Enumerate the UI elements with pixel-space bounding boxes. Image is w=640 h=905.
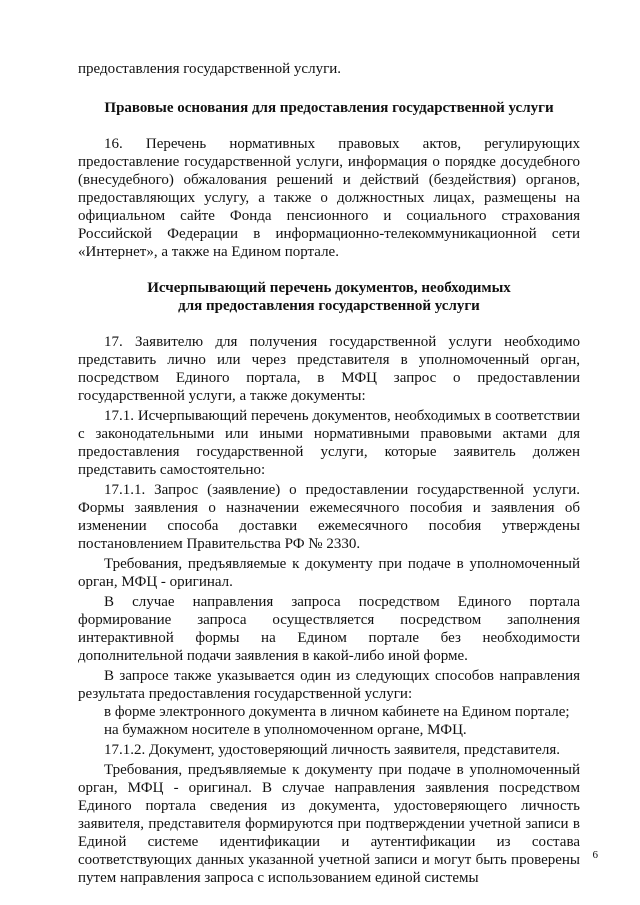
- paragraph-paper-form: на бумажном носителе в уполномоченном органе, МФЦ.: [104, 722, 467, 738]
- paragraph-17-1-2: 17.1.2. Документ, удостоверяющий личность заявителя, представителя.: [104, 742, 560, 758]
- paragraph-17-1-1: 17.1.1. Запрос (заявление) о предоставлении государственной услуги. Формы заявления о назначении ежемесячного пособия и заявления об изменении способа доставки ежемесячного пособия утверждены постановлением Правительства РФ № 2330.: [78, 482, 580, 552]
- paragraph-17: 17. Заявителю для получения государственной услуги необходимо представить лично или через представителя в уполномоченный орган, посредством Единого портала, в МФЦ запрос о предоставлении государственной услуги, а также документы:: [78, 334, 580, 404]
- paragraph-requirements-1: Требования, предъявляемые к документу при подаче в уполномоченный орган, МФЦ - оригинал.: [78, 556, 580, 590]
- paragraph-epgu-case: В случае направления запроса посредством Единого портала формирование запроса осуществляется посредством заполнения интерактивной формы на Едином портале без необходимости дополнительной подачи заявления в какой-либо иной форме.: [78, 594, 580, 664]
- page-number: 6: [592, 849, 598, 861]
- page-content: [78, 60, 580, 887]
- heading-documents-line-1: Исчерпывающий перечень документов, необходимых: [147, 280, 511, 296]
- paragraph-electronic-form: в форме электронного документа в личном кабинете на Едином портале;: [104, 704, 570, 720]
- paragraph-17-1: 17.1. Исчерпывающий перечень документов, необходимых в соответствии с законодательными или иными нормативными правовыми актами для предоставления государственной услуги, которые заявитель должен представить самостоятельно:: [78, 408, 580, 478]
- continuation-text: предоставления государственной услуги.: [78, 61, 342, 77]
- heading-legal-basis: Правовые основания для предоставления государственной услуги: [104, 100, 554, 116]
- heading-documents-list: [78, 279, 580, 315]
- paragraph-result-methods: В запросе также указывается один из следующих способов направления результата предоставления государственной услуги:: [78, 668, 580, 702]
- paragraph-requirements-2: Требования, предъявляемые к документу при подаче в уполномоченный орган, МФЦ - оригинал. В случае направления заявления посредством Единого портала сведения из документа, удостоверяющего личность заявителя, представителя формируются при подтверждении учетной записи в Единой системе идентификации и аутентификации из состава соответствующих данных указанной учетной записи и могут быть проверены путем направления запроса с использованием единой системы: [78, 762, 580, 886]
- paragraph-16: 16. Перечень нормативных правовых актов, регулирующих предоставление государственной услуги, информация о порядке досудебного (внесудебного) обжалования решений и действий (бездействия) органов, предоставляющих услугу, а также о должностных лицах, размещены на официальном сайте Фонда пенсионного и социального страхования Российской Федерации в информационно-телекоммуникационной сети «Интернет», а также на Едином портале.: [78, 136, 580, 260]
- heading-documents-line-2: для предоставления государственной услуги: [178, 298, 480, 314]
